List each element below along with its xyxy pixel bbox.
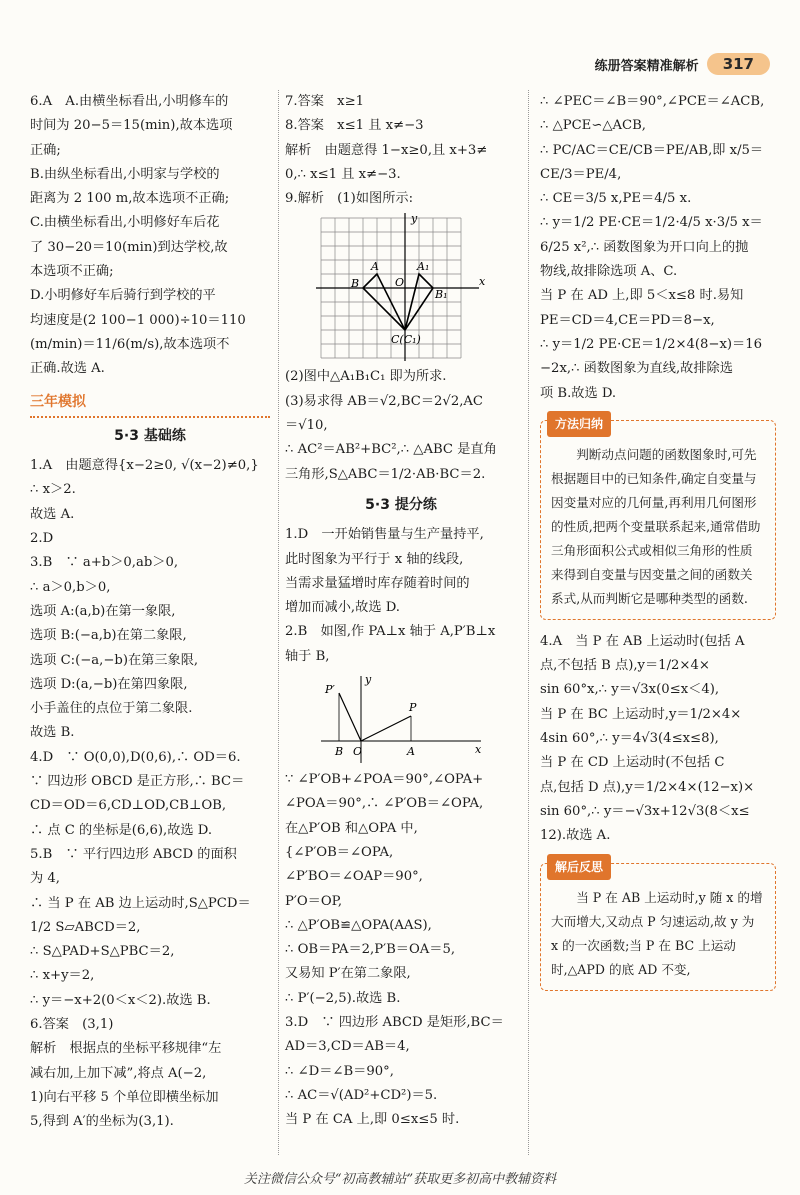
y-axis-label: y xyxy=(411,213,418,226)
text-line: AD＝3,CD＝AB＝4, xyxy=(285,1039,410,1055)
text-line: ∵ 四边形 OBCD 是正方形,∴ BC＝ xyxy=(30,774,245,790)
text-line: 了 30−20＝10(min)到达学校,故 xyxy=(30,239,228,255)
text-line: 1.D 一开始销售量与生产量持平, xyxy=(285,527,484,543)
label-P: P xyxy=(409,701,417,715)
text-line: 12).故选 A. xyxy=(540,828,611,844)
answer-block xyxy=(30,454,270,1134)
answer-block xyxy=(285,90,517,211)
label-A: A xyxy=(407,745,415,759)
text-line: 点,不包括 B 点),y＝1/2×4× xyxy=(540,658,710,674)
text-line: 选项 C:(−a,−b)在第三象限, xyxy=(30,652,199,668)
text-line: ∴ AC²＝AB²+BC²,∴ △ABC 是直角 xyxy=(285,442,497,458)
text-line: 1/2 S▱ABCD＝2, xyxy=(30,919,141,935)
text-line: −2x,∴ 函数图象为直线,故排除选 xyxy=(540,361,733,377)
label-B: B xyxy=(351,277,360,291)
column-divider xyxy=(528,90,529,1155)
text-line: 6.答案 (3,1) xyxy=(30,1016,114,1032)
label-B1: B₁ xyxy=(435,288,448,302)
text-line: 解析 由题意得 1−x≥0,且 x+3≠ xyxy=(285,142,488,158)
text-line: 0,∴ x≤1 且 x≠−3. xyxy=(285,166,401,182)
text-line: ∴ PC/AC＝CE/CB＝PE/AB,即 x/5＝CE/3＝PE/4, xyxy=(540,142,764,182)
text-line: ∴ CE＝3/5 x,PE＝4/5 x. xyxy=(540,191,692,207)
text-line: 均速度是(2 100−1 000)÷10＝110 xyxy=(30,312,246,328)
text-line: 又易知 P′在第二象限, xyxy=(285,966,411,982)
box-text: 当 P 在 AB 上运动时,y 随 x 的增大而增大,又动点 P 匀速运动,故 y 为 x 的一次函数;当 P 在 BC 上运动时,△APD 的底 AD 不变, xyxy=(551,889,763,977)
method-summary-box xyxy=(540,416,776,620)
text-line: 2.B 如图,作 PA⊥x 轴于 A,P′B⊥x xyxy=(285,624,496,640)
text-line: 3.D ∵ 四边形 ABCD 是矩形,BC＝ xyxy=(285,1015,504,1031)
text-line: 三角形,S△ABC＝1/2·AB·BC＝2. xyxy=(285,466,486,482)
answer-block xyxy=(285,523,517,669)
label-B: B xyxy=(335,745,344,759)
label-O: O xyxy=(353,745,363,759)
text-line: 故选 B. xyxy=(30,725,75,741)
text-line: PE＝CD＝4,CE＝PD＝8−x, xyxy=(540,312,715,328)
text-line: 当 P 在 AD 上,即 5＜x≤8 时.易知 xyxy=(540,288,744,304)
text-line: 此时图象为平行于 x 轴的线段, xyxy=(285,551,464,567)
label-C: C(C₁) xyxy=(391,333,421,347)
text-line: 4.D ∵ O(0,0),D(0,6),∴ OD＝6. xyxy=(30,749,241,765)
column-2 xyxy=(285,90,517,1133)
text-line: ∴ y＝1/2 PE·CE＝1/2×4(8−x)＝16 xyxy=(540,336,763,352)
page-footer: 关注微信公众号“初高教辅站”获取更多初高中教辅资料 xyxy=(243,1172,557,1187)
box-tag: 解后反思 xyxy=(547,854,611,880)
section-title: 三年模拟 xyxy=(30,390,270,418)
answer-block xyxy=(285,768,517,1132)
text-line: ∠POA＝90°,∴ ∠P′OB＝∠OPA, xyxy=(285,796,484,812)
answer-block xyxy=(540,90,776,406)
label-A1: A₁ xyxy=(417,260,430,274)
text-line: 故选 A. xyxy=(30,506,75,522)
text-line: 当 P 在 CD 上运动时(不包括 C xyxy=(540,755,725,771)
text-line: ＝√10, xyxy=(285,418,328,434)
text-line: 3.B ∵ a+b＞0,ab＞0, xyxy=(30,555,179,571)
label-A: A xyxy=(371,260,379,274)
text-line: 6/25 x²,∴ 函数图象为开口向上的抛 xyxy=(540,239,749,255)
text-line: 当 P 在 BC 上运动时,y＝1/2×4× xyxy=(540,706,742,722)
text-line: 5,得到 A′的坐标为(3,1). xyxy=(30,1114,174,1130)
text-line: 减右加,上加下减”,将点 A(−2, xyxy=(30,1065,207,1081)
text-line: 当 P 在 CA 上,即 0≤x≤5 时. xyxy=(285,1112,460,1128)
text-line: C.由横坐标看出,小明修好车后花 xyxy=(30,215,220,231)
text-line: ∴ S△PAD+S△PBC＝2, xyxy=(30,944,175,960)
text-line: 选项 A:(a,b)在第一象限, xyxy=(30,603,176,619)
text-line: sin 60°x,∴ y＝√3x(0≤x＜4), xyxy=(540,682,720,698)
text-line: (m/min)＝11/6(m/s),故本选项不 xyxy=(30,336,230,352)
text-line: 1.A 由题意得{x−2≥0, √(x−2)≠0,} ∴ x＞2. xyxy=(30,458,259,498)
text-line: 9.解析 (1)如图所示: xyxy=(285,191,414,207)
text-line: 选项 D:(a,−b)在第四象限, xyxy=(30,676,188,692)
text-line: 本选项不正确; xyxy=(30,264,114,280)
text-line: CD＝OD＝6,CD⊥OD,CB⊥OB, xyxy=(30,798,227,814)
text-line: ∴ 点 C 的坐标是(6,6),故选 D. xyxy=(30,822,213,838)
answer-block xyxy=(540,630,776,849)
box-text: 判断动点问题的函数图象时,可先根据题目中的已知条件,确定自变量与因变量对应的几何量,再利用几何图形的性质,把两个变量联系起来,通常借助三角形面积公式或相似三角形的性质来得到自变量与因变量之间的函数关系式,从而判断它是哪种类型的函数. xyxy=(551,446,761,606)
text-line: ∴ ∠PEC＝∠B＝90°,∠PCE＝∠ACB, xyxy=(540,94,765,109)
column-divider xyxy=(278,90,279,1155)
text-line: 5.B ∵ 平行四边形 ABCD 的面积 xyxy=(30,846,237,862)
text-line: 点,包括 D 点),y＝1/2×4×(12−x)× xyxy=(540,779,755,795)
answer-block xyxy=(30,90,270,382)
subsection-title: 5·3 提分练 xyxy=(365,496,437,513)
text-line: ∵ ∠P′OB+∠POA＝90°,∠OPA+ xyxy=(285,772,484,788)
text-line: 1)向右平移 5 个单位即横坐标加 xyxy=(30,1089,219,1105)
text-line: 选项 B:(−a,b)在第二象限, xyxy=(30,628,187,644)
text-line: ∴ x+y＝2, xyxy=(30,968,95,984)
text-line: 在△P′OB 和△OPA 中, xyxy=(285,820,418,836)
column-1 xyxy=(30,90,270,1134)
text-line: 距离为 2 100 m,故本选项不正确; xyxy=(30,191,230,207)
text-line: ∴ P′(−2,5).故选 B. xyxy=(285,990,401,1006)
text-line: 当需求量猛增时库存随着时间的 xyxy=(285,575,470,591)
text-line: 2.D xyxy=(30,531,54,547)
text-line: ∴ △P′OB≌△OPA(AAS), xyxy=(285,917,432,933)
y-axis-label: y xyxy=(365,673,372,687)
text-line: 6.A A.由横坐标看出,小明修车的 xyxy=(30,94,229,109)
box-tag: 方法归纳 xyxy=(547,411,611,437)
text-line: {∠P′OB＝∠OPA, xyxy=(285,844,394,860)
text-line: 解析 根据点的坐标平移规律“左 xyxy=(30,1041,222,1057)
text-line: ∴ y＝1/2 PE·CE＝1/2·4/5 x·3/5 x＝ xyxy=(540,215,763,231)
text-line: 时间为 20−5＝15(min),故本选项 xyxy=(30,118,233,134)
subsection-title: 5·3 基础练 xyxy=(114,427,186,444)
answer-block xyxy=(285,365,517,486)
text-line: ∴ y＝−x+2(0＜x＜2).故选 B. xyxy=(30,992,211,1008)
text-line: sin 60°,∴ y＝−√3x+12√3(8＜x≤ xyxy=(540,803,750,819)
text-line: ∴ AC＝√(AD²+CD²)＝5. xyxy=(285,1087,438,1103)
label-O: O xyxy=(395,276,405,290)
grid-figure xyxy=(311,213,491,363)
text-line: ∴ OB＝PA＝2,P′B＝OA＝5, xyxy=(285,942,456,958)
text-line: 为 4, xyxy=(30,871,60,887)
text-line: 小手盖住的点位于第二象限. xyxy=(30,701,193,717)
text-line: 轴于 B, xyxy=(285,648,330,664)
text-line: ∴ ∠D＝∠B＝90°, xyxy=(285,1063,394,1079)
text-line: 4sin 60°,∴ y＝4√3(4≤x≤8), xyxy=(540,731,719,747)
column-3 xyxy=(540,90,776,1001)
text-line: ∴ a＞0,b＞0, xyxy=(30,579,111,595)
text-line: 4.A 当 P 在 AB 上运动时(包括 A xyxy=(540,633,745,649)
x-axis-label: x xyxy=(475,743,482,757)
text-line: 7.答案 x≥1 xyxy=(285,94,365,109)
text-line: 正确.故选 A. xyxy=(30,361,105,377)
text-line: 物线,故排除选项 A、C. xyxy=(540,264,678,280)
text-line: D.小明修好车后骑行到学校的平 xyxy=(30,288,216,304)
coordinate-figure xyxy=(311,671,491,766)
text-line: ∠P′BO＝∠OAP＝90°, xyxy=(285,869,423,885)
page-number: 317 xyxy=(707,53,770,75)
text-line: 项 B.故选 D. xyxy=(540,385,617,401)
text-line: (2)图中△A₁B₁C₁ 即为所求. xyxy=(285,369,447,385)
text-line: ∴ △PCE∽△ACB, xyxy=(540,118,647,134)
text-line: 增加而减小,故选 D. xyxy=(285,600,400,616)
header-title: 练册答案精准解析 xyxy=(594,58,699,74)
page-header xyxy=(595,50,770,78)
text-line: 8.答案 x≤1 且 x≠−3 xyxy=(285,118,424,134)
text-line: P′O＝OP, xyxy=(285,893,343,909)
text-line: (3)易求得 AB＝√2,BC＝2√2,AC xyxy=(285,393,484,409)
text-line: 正确; xyxy=(30,142,61,158)
reflection-box xyxy=(540,859,776,991)
text-line: ∴ 当 P 在 AB 边上运动时,S△PCD＝ xyxy=(30,895,251,911)
label-P1: P′ xyxy=(325,683,335,697)
x-axis-label: x xyxy=(479,275,486,289)
text-line: B.由纵坐标看出,小明家与学校的 xyxy=(30,166,220,182)
